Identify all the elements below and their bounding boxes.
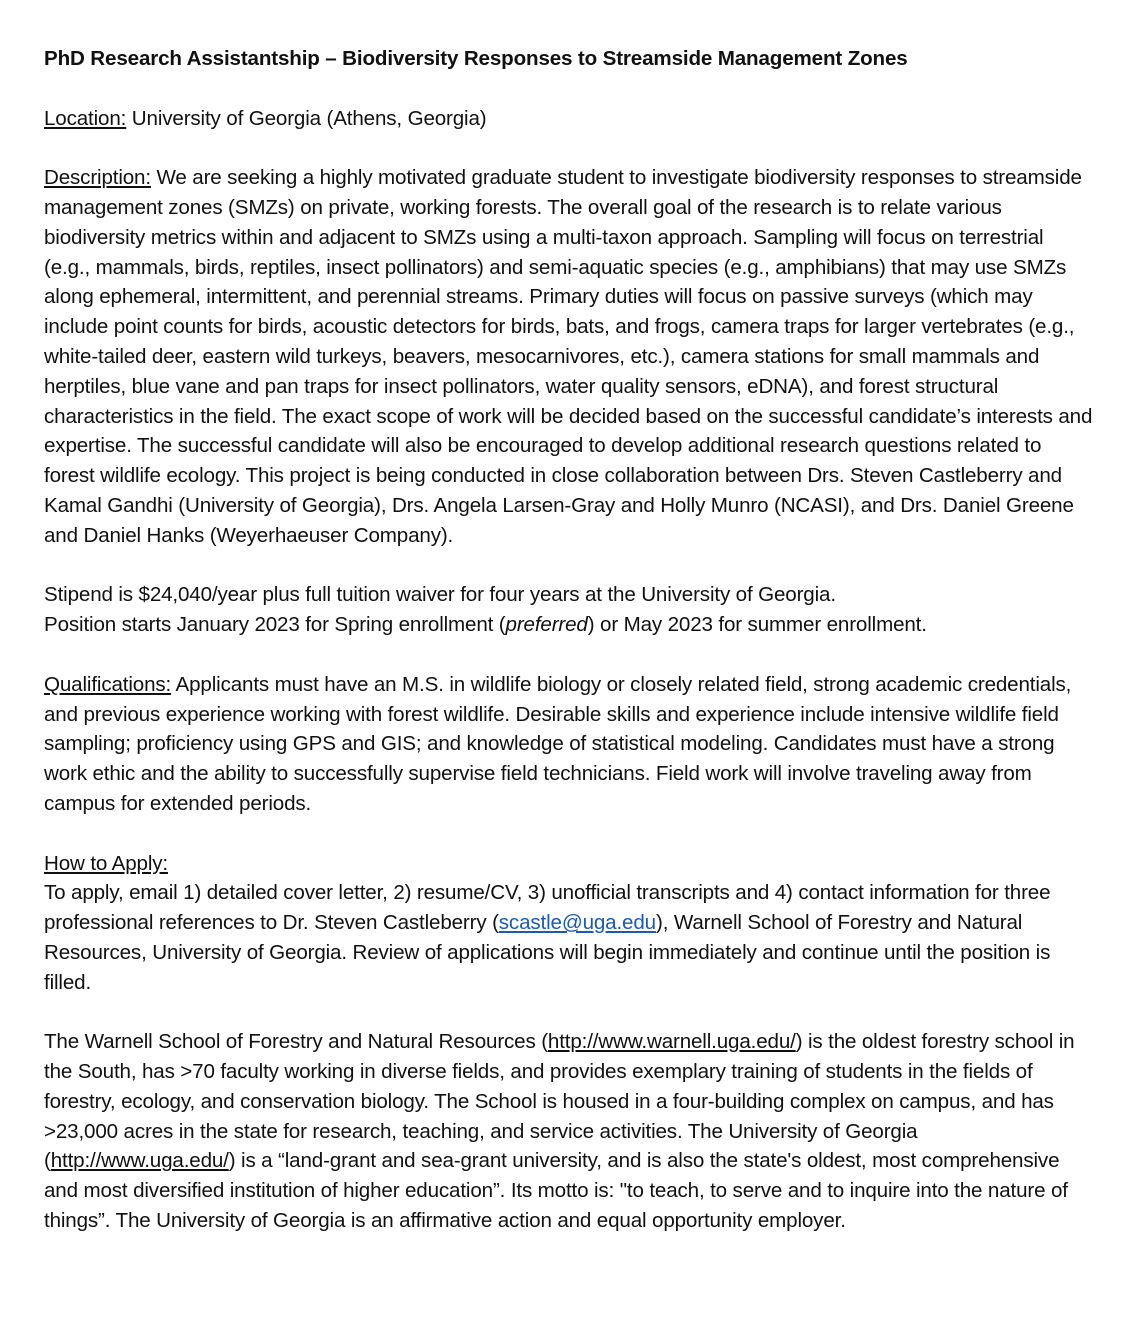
qualifications-label: Qualifications:	[44, 672, 172, 696]
how-to-apply-text-end: ), Warnell School of Forestry and Natural Resources, University of Georgia. Review of applications will begin immediately and continue until the position is filled.	[44, 911, 1051, 994]
page-title: PhD Research Assistantship – Biodiversity Responses to Streamside Management Zones	[44, 47, 908, 70]
about-text-3: ) is a “land-grant and sea-grant university, and is also the state's oldest, most comprehensive and most diversified institution of higher education”. Its motto is: "to teach, to serve and to inquire into the nature of things”. The University of Georgia is an affirmative action and equal opportunity employer.	[44, 1149, 1068, 1233]
preferred-emphasis: preferred	[505, 613, 588, 637]
description-text: We are seeking a highly motivated graduate student to investigate biodiversity responses to streamside management zones (SMZs) on private, working forests. The overall goal of the research is to relate various biodiversity metrics within and adjacent to SMZs using a multi-taxon approach. Sampling will focus on terrestrial (e.g., mammals, birds, reptiles, insect pollinators) and semi-aquatic species (e.g., amphibians) that may use SMZs along ephemeral, intermittent, and perennial streams. Primary duties will focus on passive surveys (which may include point counts for birds, acoustic detectors for birds, bats, and frogs, camera traps for larger vertebrates (e.g., white-tailed deer, eastern wild turkeys, beavers, mesocarnivores, etc.), camera stations for small mammals and herptiles, blue vane and pan traps for insect pollinators, water quality sensors, eDNA), and forest structural characteristics in the field. The exact scope of work will be decided based on the successful candidate’s interests and expertise. The successful candidate will also be encouraged to develop additional research questions related to forest wildlife ecology. This project is being conducted in close collaboration between Drs. Steven Castleberry and Kamal Gandhi (University of Georgia), Drs. Angela Larsen-Gray and Holly Munro (NCASI), and Drs. Daniel Greene and Daniel Hanks (Weyerhaeuser Company).	[44, 166, 1093, 547]
qualifications-paragraph	[44, 670, 1094, 819]
how-to-apply-paragraph	[44, 878, 1094, 997]
about-text-1: The Warnell School of Forestry and Natural Resources (	[44, 1030, 548, 1054]
stipend-line: Stipend is $24,040/year plus full tuition waiver for four years at the University of Georgia.	[44, 583, 836, 607]
warnell-website-link[interactable]: http://www.warnell.uga.edu/	[547, 1030, 796, 1054]
how-to-apply-label: How to Apply:	[44, 851, 168, 875]
how-to-apply-text: To apply, email 1) detailed cover letter, 2) resume/CV, 3) unofficial transcripts and 4) contact information for three professional references to Dr. Steven Castleberry (	[44, 881, 1051, 935]
description-paragraph	[44, 163, 1094, 550]
about-paragraph	[44, 1027, 1094, 1236]
document-page	[44, 44, 1094, 1236]
start-date-text: Position starts January 2023 for Spring enrollment (	[44, 613, 506, 637]
start-date-text-end: ) or May 2023 for summer enrollment.	[587, 613, 927, 637]
email-link[interactable]: scastle@uga.edu	[498, 911, 656, 935]
location-label: Location:	[44, 106, 127, 130]
how-to-apply-heading	[44, 849, 1094, 879]
location-text: University of Georgia (Athens, Georgia)	[126, 106, 487, 130]
location-paragraph	[44, 104, 1094, 134]
description-label: Description:	[44, 166, 151, 190]
qualifications-text: Applicants must have an M.S. in wildlife biology or closely related field, strong academic credentials, and previous experience working with forest wildlife. Desirable skills and experience include intensive wildlife field sampling; proficiency using GPS and GIS; and knowledge of statistical modeling. Candidates must have a strong work ethic and the ability to successfully supervise field technicians. Field work will involve traveling away from campus for extended periods.	[44, 672, 1072, 815]
start-date-line	[44, 610, 1094, 640]
about-text-2: ) is the oldest forestry school in the South, has >70 faculty working in diverse fields, and provides exemplary training of students in the fields of forestry, ecology, and conservation biology. The School is housed in a four-building complex on campus, and has >23,000 acres in the state for research, teaching, and service activities. The University of Georgia (	[44, 1030, 1075, 1173]
uga-website-link[interactable]: http://www.uga.edu/	[50, 1149, 229, 1173]
